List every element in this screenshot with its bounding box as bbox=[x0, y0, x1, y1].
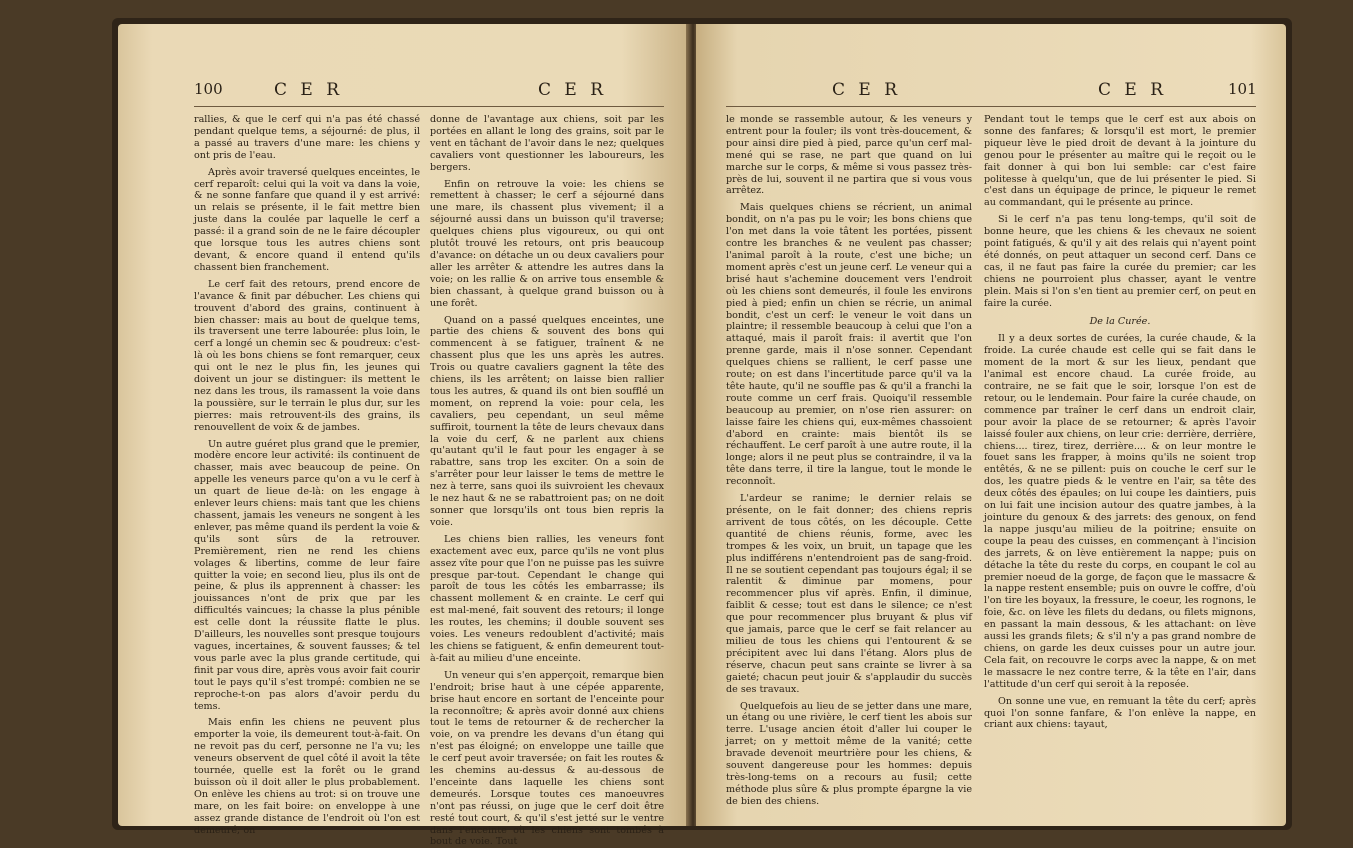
left-page-column-2 bbox=[430, 114, 664, 848]
running-head: C E R bbox=[1098, 80, 1168, 100]
paragraph: Mais enfin les chiens ne peuvent plus emporter la voie, ils demeurent tout-à-fait. On ne revoit pas du cerf, personne ne l'a vu; les veneurs observent de quel côté il avoit la tête tournée, quelle est la forêt ou le grand buisson où il doit aller le plus probablement. On enlève les chiens au trot: si on trouve une mare, on les fait boire: on enveloppe à une assez grande distance de l'endroit où l'on est demeuré; on bbox=[194, 717, 420, 836]
left-page-column-1 bbox=[194, 114, 420, 836]
paragraph: Le cerf fait des retours, prend encore de l'avance & finit par débucher. Les chiens qui trouvent d'abord des grains, continuent à bien chasser: mais au bout de quelque tems, ils traversent une terre labourée: plus loin, le cerf a longé un chemin sec & poudreux: c'est-là où les bons chiens se font remarquer, ceux qui ont le nez le plus fin, les jeunes qui doivent un jour se distinguer: ils mettent le nez dans les trous, ils ramassent la voie dans la poussière, sur le terrain le plus dur, sur les pierres: mais retrouvent-ils des grains, ils renouvellent de voix & de jambes. bbox=[194, 278, 420, 433]
paragraph: L'ardeur se ranime; le dernier relais se présente, on le fait donner; des chiens repris arrivent de tous côtés, on les découple. Cette quantité de chiens réunis, forme, avec les trompes & les voix, un bruit, un tapage que les plus indifférens n'entendroient pas de sang-froid. Il ne se soutient cependant pas toujours égal; il se ralentit & diminue par momens, pour recommencer plus vif après. Enfin, il diminue, faiblit & cesse; tout est dans le silence; ce n'est que pour recommencer plus bruyant & plus vif que jamais, parce que le cerf se fait relancer au milieu de tous les chiens qui l'entourent & se précipitent avec lui dans l'étang. Alors plus de réserve, chacun peut sans crainte se livrer à sa gaieté; chacun peut jouir & s'applaudir du succès de ses travaux. bbox=[726, 493, 972, 695]
page-number: 100 bbox=[194, 80, 223, 98]
paragraph: Un autre guéret plus grand que le premier, modère encore leur activité: ils continuent de chasser, mais avec beaucoup de peine. On appelle les veneurs parce qu'on a vu le cerf à un quart de lieue de-là: on les engage à enlever leurs chiens: mais tant que les chiens chassent, jamais les veneurs ne songent à les enlever, pas même quand ils perdent la voie & qu'ils sont sûrs de la retrouver. Premièrement, rien ne rend les chiens volages & libertins, comme de leur faire quitter la voie; en second lieu, plus ils ont de peine, & plus ils apprennent à chasser: les jouissances n'ont de prix que par les difficultés vaincues; la chasse la plus pénible est celle dont la réussite flatte le plus. D'ailleurs, les nouvelles sont presque toujours vagues, incertaines, & souvent fausses; & tel vous parle avec la plus grande certitude, qui finit par vous dire, après vous avoir fait courir tout le pays qu'il s'est trompé: combien ne se reproche-t-on pas alors d'avoir perdu du tems. bbox=[194, 438, 420, 712]
paragraph: Les chiens bien rallies, les veneurs font exactement avec eux, parce qu'ils ne vont plus assez vîte pour que l'on ne puisse pas les suivre presque par-tout. Cependant le change qui paroît de tous les côtés les embarrasse; ils chassent mollement & en crainte. Le cerf qui est mal-mené, fait souvent des retours; il longe les routes, les chemins; il double souvent ses voies. Les veneurs redoublent d'activité; mais les chiens se fatiguent, & enfin demeurent tout-à-fait au milieu d'une enceinte. bbox=[430, 533, 664, 664]
paragraph: le monde se rassemble autour, & les veneurs y entrent pour la fouler; ils vont très-doucement, & pour ainsi dire pied à pied, parce qu'un cerf mal-mené qui se rase, ne part que quand on lui marche sur le corps, & même si vous passez très-près de lui, souvent il ne partira que si vous vous arrêtez. bbox=[726, 114, 972, 197]
running-head: C E R bbox=[274, 80, 344, 100]
paragraph: donne de l'avantage aux chiens, soit par les portées en allant le long des grains, soit par le vent en tâchant de l'avoir dans le nez; quelques cavaliers vont questionner les laboureurs, les bergers. bbox=[430, 114, 664, 173]
paragraph: On sonne une vue, en remuant la tête du cerf; après quoi l'on sonne fanfare, & l'on enlève la nappe, en criant aux chiens: tayaut, bbox=[984, 695, 1256, 731]
header-rule bbox=[726, 106, 1256, 107]
right-page bbox=[696, 24, 1286, 826]
paragraph: rallies, & que le cerf qui n'a pas été chassé pendant quelque tems, a séjourné: de plus, il a passé au travers d'une mare: les chiens y ont pris de l'eau. bbox=[194, 114, 420, 161]
open-book bbox=[112, 18, 1292, 848]
paragraph: Pendant tout le temps que le cerf est aux abois on sonne des fanfares; & lorsqu'il est mort, le premier piqueur lève le pied droit de devant à la jointure du genou pour le présenter au maître qui le reçoit ou le fait donner à qui bon lui semble: car c'est faire politesse à quelqu'un, que de lui présenter le pied. Si c'est dans un équipage de prince, le piqueur le remet au commandant, qui le présente au prince. bbox=[984, 114, 1256, 209]
paragraph: Après avoir traversé quelques enceintes, le cerf reparoît: celui qui la voit va dans la voie, & ne sonne fanfare que quand il y est arrivé: un relais se présente, il le fait mettre bien juste dans la coulée par laquelle le cerf a passé: il a grand soin de ne le faire découpler que lorsque tous les autres chiens sont devant, & encore quand il entend qu'ils chassent bien franchement. bbox=[194, 166, 420, 273]
left-page-header bbox=[118, 80, 690, 102]
paragraph: Il y a deux sortes de curées, la curée chaude, & la froide. La curée chaude est celle qui se fait dans le moment de la mort & sur les lieux, pendant que l'animal est encore chaud. La curée froide, au contraire, ne se fait que le soir, lorsque l'on est de retour, ou le lendemain. Pour faire la curée chaude, on commence par traîner le cerf dans un endroit clair, pour avoir la place de se retourner; & après l'avoir laissé fouler aux chiens, on leur crie: derrière, derrière, chiens.... tirez, tirez, derrière.... & on leur montre le fouet sans les frapper, à moins qu'ils ne soient trop entêtés, & ne se pillent: puis on couche le cerf sur le dos, les quatre pieds & le ventre en l'air, sa tête des deux côtés des épaules; on lui coupe les daintiers, puis on lui fait une incision autour des quatre jambes, à la jointure du genoux & des jarrets: des genoux, on fend la nappe jusqu'au milieu de la poitrine; ensuite on coupe la peau des cuisses, en commençant à l'incision des jarrets, & on lève entièrement la nappe; puis on détache la tête du reste du corps, en coupant le col au premier noeud de la gorge, de façon que le massacre & la nappe restent ensemble; puis on ouvre le coffre, d'où l'on tire les boyaux, la fressure, le coeur, les rognons, le foie, &c. on lève les filets du dedans, ou filets mignons, en passant la main dessous, & les attachant: on lève aussi les grands filets; & s'il n'y a pas grand nombre de chiens, on garde les deux cuisses pour un autre jour. Cela fait, on recouvre le corps avec la nappe, & on met le massacre le nez contre terre, & la tête en l'air, dans l'attitude d'un cerf qui seroit à la reposée. bbox=[984, 333, 1257, 690]
paragraph: Si le cerf n'a pas tenu long-temps, qu'il soit de bonne heure, que les chiens & les chevaux ne soient point fatigués, & qu'il y ait des relais qui n'ayent point été donnés, on peut attaquer un second cerf. Dans ce cas, il ne faut pas faire la curée du premier; car les chiens ne pourroient plus chasser, ayant le ventre plein. Mais si l'on s'en tient au premier cerf, on peut en faire la curée. bbox=[984, 214, 1256, 309]
paragraph: Quand on a passé quelques enceintes, une partie des chiens & souvent des bons qui commencent à se fatiguer, traînent & ne chassent plus que les uns après les autres. Trois ou quatre cavaliers gagnent la tête des chiens, ils les arrêtent; on laisse bien rallier tous les autres, & quand ils ont bien soufflé un moment, on reprend la voie: pour cela, les cavaliers, peu cependant, un seul même suffiroit, tournent la tête de leurs chevaux dans la voie du cerf, & ne parlent aux chiens qu'autant qu'il le faut pour les engager à se rabattre, sans trop les exciter. On a soin de s'arrêter pour leur laisser le tems de mettre le nez à terre, sans quoi ils suivroient les chevaux le nez haut & ne se rabattroient pas; on ne doit sonner que lorsqu'ils ont tous bien repris la voie. bbox=[430, 314, 664, 528]
paragraph: Un veneur qui s'en apperçoit, remarque bien l'endroit; brise haut à une cépée apparente, brise haut encore en sortant de l'enceinte pour la reconnoître; & après avoir donné aux chiens tout le tems de retourner & de rechercher la voie, on va prendre les devans d'un étang qui n'est pas éloigné; on enveloppe une taille que le cerf peut avoir traversée; on fait les routes & les chemins au-dessus & au-dessous de l'enceinte dans laquelle les chiens sont demeurés. Lorsque toutes ces manoeuvres n'ont pas réussi, on juge que le cerf doit être resté tout court, & qu'il s'est jetté sur le ventre dans l'enceinte où les chiens sont tombés à bout de voie. Tout bbox=[430, 669, 664, 848]
paragraph: Mais quelques chiens se récrient, un animal bondit, on n'a pas pu le voir; les bons chiens que l'on met dans la voie tâtent les portées, pissent contre les branches & ne veulent pas chasser; l'animal paroît à la route, c'est une biche; un moment après c'est un jeune cerf. Le veneur qui a brisé haut s'achemine doucement vers l'endroit où les chiens sont demeurés, il foule les environs pied à pied; enfin un chien se récrie, un animal bondit, c'est un cerf: le veneur le voit dans un plaintre; il ressemble beaucoup à celui que l'on a attaqué, mais il paroît frais: il avertit que l'on prenne garde, mais il n'ose sonner. Cependant quelques chiens se rallient, le cerf passe une route; on est dans l'incertitude parce qu'il va la tête haute, qu'il ne souffle pas & qu'il a franchi la route comme un cerf frais. Quoiqu'il ressemble beaucoup au premier, on n'ose rien assurer: on laisse faire les chiens qui, eux-mêmes chassoient d'abord en crainte: mais bientôt ils se réchauffent. Le cerf paroît à une autre route, il la longe; alors il ne peut plus se contraindre, il va la tête dans terre, il tire la langue, tout le monde le reconnoît. bbox=[726, 202, 972, 488]
section-heading: De la Curée. bbox=[1089, 315, 1151, 327]
right-page-header bbox=[696, 80, 1286, 102]
right-page-column-1 bbox=[726, 114, 972, 807]
running-head: C E R bbox=[538, 80, 608, 100]
running-head: C E R bbox=[832, 80, 902, 100]
right-page-column-2 bbox=[984, 114, 1256, 804]
page-number: 101 bbox=[1228, 80, 1257, 98]
left-page bbox=[118, 24, 690, 848]
header-rule bbox=[194, 106, 664, 107]
paragraph: Enfin on retrouve la voie: les chiens se remettent à chasser; le cerf a séjourné dans une mare, ils chassent plus vivement; il a séjourné aussi dans un buisson qu'il traverse; quelques chiens plus vigoureux, ou qui ont plutôt trouvé les retours, ont pris beaucoup d'avance: on détache un ou deux cavaliers pour aller les arrêter & attendre les autres dans la voie; on les rallie & on arrive tous ensemble & bien chassant, à quelque grand buisson ou à une forêt. bbox=[430, 178, 664, 309]
paragraph: Quelquefois au lieu de se jetter dans une mare, un étang ou une rivière, le cerf tient les abois sur terre. L'usage ancien étoit d'aller lui couper le jarret; on y mettoit même de la vanité; cette bravade devenoit meurtrière pour les chiens, & souvent dangereuse pour les hommes: depuis très-long-tems on a recours au fusil; cette méthode plus sûre & plus prompte épargne la vie de bien des chiens. bbox=[726, 700, 972, 807]
